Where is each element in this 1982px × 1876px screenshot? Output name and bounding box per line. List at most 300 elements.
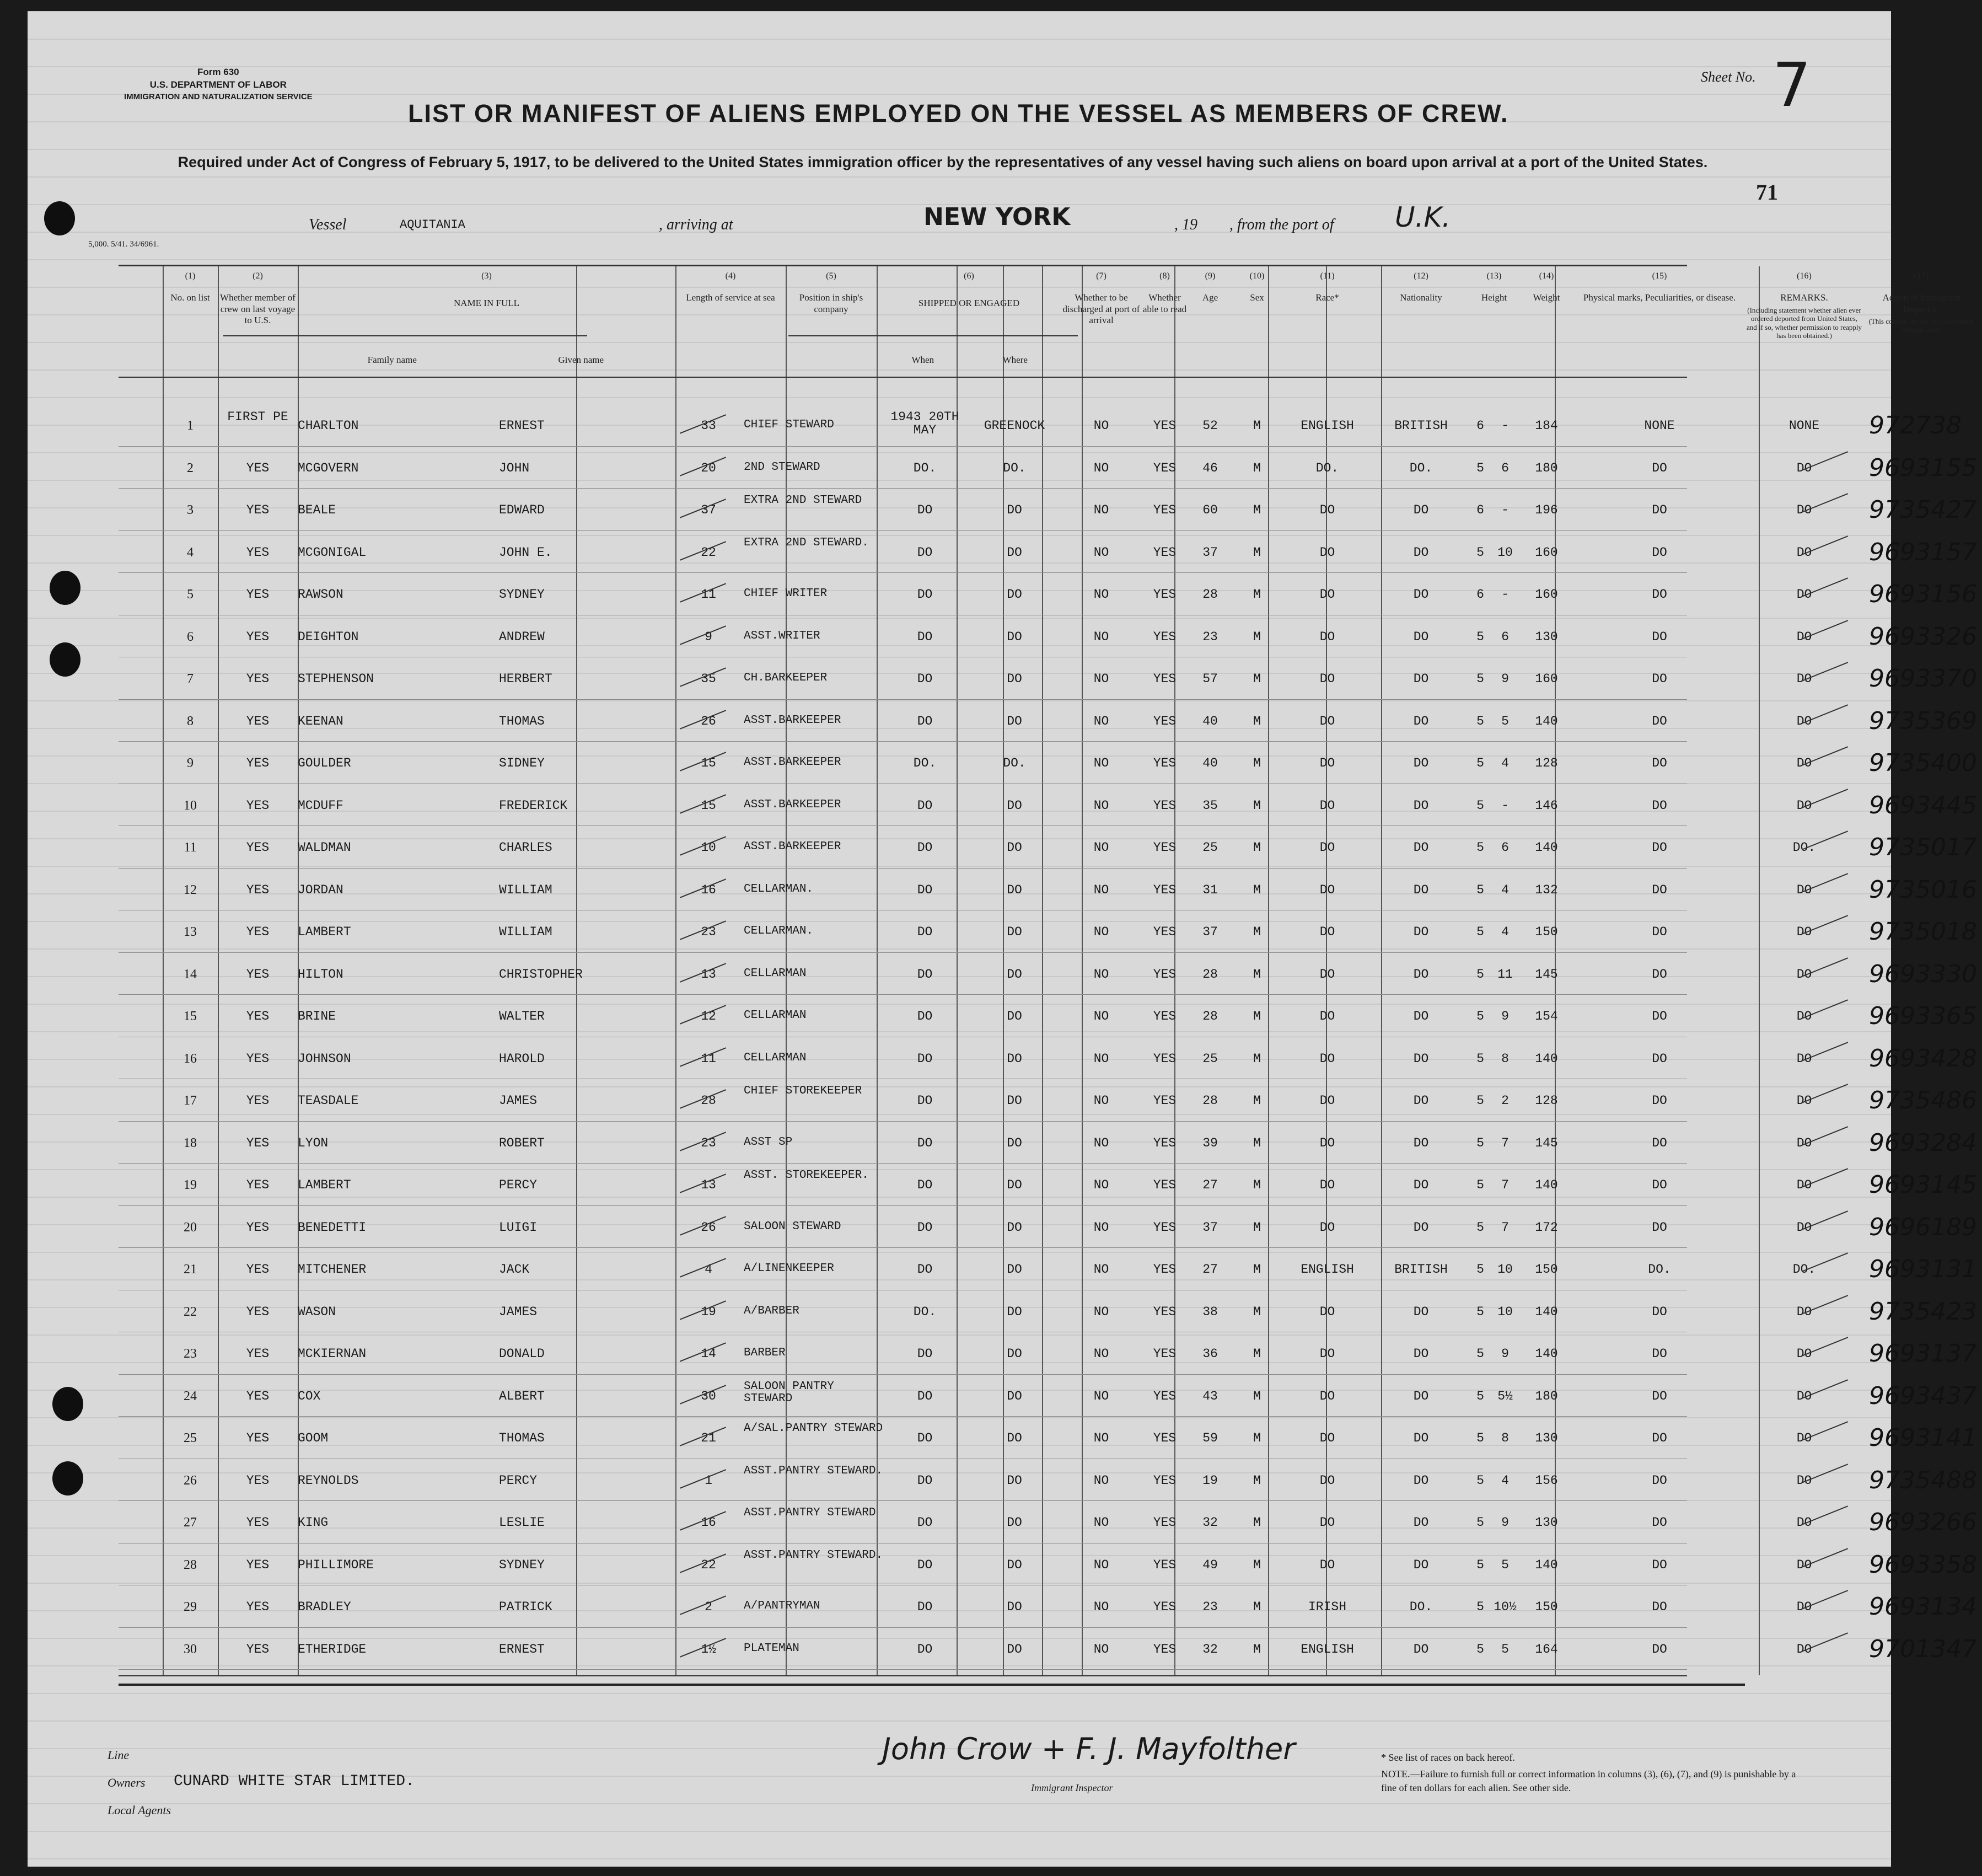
column-label: Whether to be discharged at port of arrival	[1062, 292, 1140, 325]
cell-nationality: DO	[1413, 882, 1429, 897]
cell-weight: 132	[1535, 882, 1558, 897]
column-label: Height	[1481, 292, 1507, 303]
cell-race: ENGLISH	[1301, 1642, 1354, 1657]
column-header-7	[1061, 271, 1141, 326]
cell-where: DO	[1007, 1515, 1022, 1530]
cell-marks: DO	[1652, 1051, 1667, 1066]
cell-read: YES	[1153, 1009, 1177, 1023]
column-label: Whether member of crew on last voyage to U.S.	[220, 292, 296, 325]
cell-remarks: DO	[1796, 1431, 1812, 1445]
cell-ht_in: 10	[1497, 545, 1513, 560]
cell-family: DEIGHTON	[298, 629, 359, 644]
cell-inspector: 9693131	[1869, 1255, 1977, 1283]
cell-given: ROBERT	[499, 1135, 545, 1150]
cell-crew: YES	[246, 714, 270, 728]
cell-weight: 150	[1535, 1262, 1558, 1277]
cell-age: 37	[1202, 1220, 1218, 1235]
cell-marks: DO.	[1648, 1262, 1671, 1277]
cell-discharged: NO	[1093, 503, 1109, 517]
cell-discharged: NO	[1093, 925, 1109, 939]
cell-inspector: 9735488	[1869, 1466, 1977, 1494]
cell-position: BARBER	[744, 1347, 786, 1359]
cell-ht_in: 5	[1501, 1557, 1509, 1572]
cell-ht_in: 2	[1501, 1094, 1509, 1108]
cell-ht_in: -	[1501, 419, 1509, 433]
cell-age: 49	[1202, 1557, 1218, 1572]
cell-no: 17	[184, 1094, 197, 1108]
inspector-caption: Immigrant Inspector	[1031, 1782, 1113, 1793]
cell-age: 28	[1202, 967, 1218, 982]
cell-discharged: NO	[1093, 840, 1109, 855]
cell-service: 26	[701, 1220, 716, 1235]
cell-discharged: NO	[1093, 545, 1109, 560]
cell-service: 23	[701, 925, 716, 939]
cell-where: DO.	[1003, 460, 1026, 475]
cell-service: 16	[701, 882, 716, 897]
cell-sex: M	[1253, 1557, 1261, 1572]
cell-age: 36	[1202, 1347, 1218, 1361]
cell-age: 37	[1202, 545, 1218, 560]
column-subheader: (Including statement whether alien ever ordered deported from United States, and if so, whether permission to reapply has been obtained.)	[1746, 305, 1862, 340]
column-header-14	[1519, 271, 1574, 304]
cell-remarks: DO	[1796, 967, 1812, 982]
cell-marks: DO	[1652, 1389, 1667, 1403]
cell-discharged: NO	[1093, 1009, 1109, 1023]
cell-where: DO	[1007, 1557, 1022, 1572]
cell-given: THOMAS	[499, 714, 545, 728]
cell-family: RAWSON	[298, 587, 343, 602]
cell-marks: DO	[1652, 714, 1667, 728]
cell-discharged: NO	[1093, 1347, 1109, 1361]
cell-weight: 180	[1535, 460, 1558, 475]
cell-service: 37	[701, 503, 716, 517]
cell-ht_ft: 5	[1476, 545, 1484, 560]
cell-inspector: 9735427	[1869, 496, 1977, 524]
cell-race: DO	[1319, 587, 1335, 602]
cell-ht_ft: 6	[1476, 503, 1484, 517]
cell-inspector: 9693445	[1869, 791, 1977, 819]
cell-position: ASST.BARKEEPER	[744, 798, 841, 811]
cell-weight: 196	[1535, 503, 1558, 517]
cell-when: DO.	[913, 1304, 937, 1319]
cell-crew: YES	[246, 587, 270, 602]
cell-race: DO	[1319, 545, 1335, 560]
cell-position: ASST.PANTRY STEWARD.	[744, 1464, 883, 1477]
cell-marks: DO	[1652, 840, 1667, 855]
column-number: (15)	[1652, 271, 1667, 281]
cell-nationality: DO	[1413, 1094, 1429, 1108]
cell-age: 60	[1202, 503, 1218, 517]
cell-position: CH.BARKEEPER	[744, 672, 828, 684]
cell-no: 5	[187, 587, 194, 602]
cell-read: YES	[1153, 1642, 1177, 1657]
cell-read: YES	[1153, 967, 1177, 982]
row-divider	[119, 1121, 1687, 1122]
cell-marks: DO	[1652, 1431, 1667, 1445]
cell-remarks: DO	[1796, 503, 1812, 517]
cell-marks: DO	[1652, 925, 1667, 939]
cell-age: 32	[1202, 1515, 1218, 1530]
cell-ht_ft: 5	[1476, 460, 1484, 475]
cell-marks: DO	[1652, 1515, 1667, 1530]
cell-no: 1	[187, 419, 194, 433]
cell-nationality: DO	[1413, 1304, 1429, 1319]
cell-race: DO	[1319, 1389, 1335, 1403]
cell-remarks: DO	[1796, 1473, 1812, 1488]
cell-race: DO	[1319, 1135, 1335, 1150]
cell-family: REYNOLDS	[298, 1473, 359, 1488]
cell-when: DO	[917, 545, 933, 560]
cell-family: COX	[298, 1389, 321, 1403]
cell-service: 21	[701, 1431, 716, 1445]
cell-nationality: DO	[1413, 1220, 1429, 1235]
cell-race: DO	[1319, 629, 1335, 644]
cell-discharged: NO	[1093, 714, 1109, 728]
cell-ht_in: 9	[1501, 672, 1509, 686]
cell-position: EXTRA 2ND STEWARD	[744, 494, 862, 507]
cell-ht_ft: 5	[1476, 1009, 1484, 1023]
cell-nationality: DO	[1413, 1431, 1429, 1445]
year-label: , 19	[1174, 216, 1197, 233]
cell-crew: YES	[246, 1009, 270, 1023]
column-label: Race*	[1315, 292, 1339, 303]
cell-ht_ft: 5	[1476, 1220, 1484, 1235]
cell-inspector: 9693437	[1869, 1381, 1977, 1410]
cell-marks: DO	[1652, 1473, 1667, 1488]
cell-nationality: DO	[1413, 1515, 1429, 1530]
row-divider	[119, 868, 1687, 869]
cell-given: PERCY	[499, 1473, 538, 1488]
cell-family: MCGONIGAL	[298, 545, 367, 560]
cell-ht_in: 7	[1501, 1220, 1509, 1235]
cell-inspector: 9735018	[1869, 918, 1977, 946]
column-header-5	[786, 271, 877, 315]
cell-sex: M	[1253, 1473, 1261, 1488]
column-number: (11)	[1320, 271, 1335, 281]
cell-given: JAMES	[499, 1304, 538, 1319]
sheet-number: 7	[1772, 50, 1811, 120]
row-divider	[119, 994, 1687, 995]
cell-ht_in: 10	[1497, 1262, 1513, 1277]
cell-sex: M	[1253, 756, 1261, 770]
cell-ht_ft: 5	[1476, 798, 1484, 813]
cell-marks: DO	[1652, 1304, 1667, 1319]
cell-ht_ft: 5	[1476, 1304, 1484, 1319]
cell-marks: DO	[1652, 1642, 1667, 1657]
cell-ht_ft: 5	[1476, 967, 1484, 982]
cell-ht_ft: 5	[1476, 882, 1484, 897]
cell-race: ENGLISH	[1301, 419, 1354, 433]
cell-no: 10	[184, 798, 197, 813]
cell-family: LAMBERT	[298, 1178, 351, 1192]
cell-age: 23	[1202, 1600, 1218, 1614]
cell-when: DO.	[913, 756, 937, 770]
cell-when: 1943 20TH MAY	[890, 410, 959, 438]
cell-when: DO	[917, 967, 933, 982]
cell-nationality: DO	[1413, 1389, 1429, 1403]
cell-no: 12	[184, 882, 197, 897]
cell-sex: M	[1253, 882, 1261, 897]
cell-given: LUIGI	[499, 1220, 538, 1235]
cell-inspector: 9693284	[1869, 1128, 1977, 1157]
cell-service: 15	[701, 756, 716, 770]
cell-ht_in: -	[1501, 587, 1509, 602]
cell-race: DO	[1319, 1557, 1335, 1572]
cell-read: YES	[1153, 756, 1177, 770]
cell-age: 59	[1202, 1431, 1218, 1445]
column-number: (13)	[1486, 271, 1502, 281]
cell-when: DO	[917, 672, 933, 686]
cell-read: YES	[1153, 714, 1177, 728]
cell-given: PERCY	[499, 1178, 538, 1192]
cell-read: YES	[1153, 1135, 1177, 1150]
cell-no: 4	[187, 545, 194, 560]
cell-when: DO	[917, 882, 933, 897]
cell-ht_ft: 5	[1476, 1389, 1484, 1403]
cell-weight: 150	[1535, 1600, 1558, 1614]
cell-family: JOHNSON	[298, 1051, 351, 1066]
departure-port: U.K.	[1395, 201, 1451, 233]
cell-no: 30	[184, 1642, 197, 1657]
cell-family: MCDUFF	[298, 798, 343, 813]
cell-age: 25	[1202, 840, 1218, 855]
cell-remarks: DO	[1796, 587, 1812, 602]
cell-race: DO	[1319, 1515, 1335, 1530]
cell-weight: 128	[1535, 756, 1558, 770]
cell-service: 19	[701, 1304, 716, 1319]
cell-sex: M	[1253, 1515, 1261, 1530]
cell-service: 16	[701, 1515, 716, 1530]
cell-family: GOULDER	[298, 756, 351, 770]
cell-nationality: DO	[1413, 1178, 1429, 1192]
cell-marks: NONE	[1644, 419, 1675, 433]
cell-where: DO	[1007, 1642, 1022, 1657]
cell-marks: DO	[1652, 882, 1667, 897]
cell-family: MCKIERNAN	[298, 1347, 367, 1361]
cell-position: CELLARMAN	[744, 1051, 807, 1064]
column-number: (4)	[725, 271, 736, 281]
cell-remarks: DO.	[1792, 1262, 1816, 1277]
cell-discharged: NO	[1093, 967, 1109, 982]
cell-position: CHIEF STEWARD	[744, 419, 834, 431]
cell-where: DO	[1007, 1600, 1022, 1614]
cell-position: 2ND STEWARD	[744, 460, 820, 474]
cell-where: DO.	[1003, 756, 1026, 770]
cell-inspector: 9735369	[1869, 706, 1977, 735]
cell-read: YES	[1153, 1051, 1177, 1066]
cell-read: YES	[1153, 882, 1177, 897]
cell-remarks: DO	[1796, 629, 1812, 644]
cell-family: PHILLIMORE	[298, 1557, 374, 1572]
column-number: (14)	[1539, 271, 1554, 281]
cell-when: DO	[917, 798, 933, 813]
cell-read: YES	[1153, 1557, 1177, 1572]
cell-nationality: DO	[1413, 967, 1429, 982]
cell-age: 40	[1202, 714, 1218, 728]
cell-when: DO	[917, 1135, 933, 1150]
cell-family: LYON	[298, 1135, 329, 1150]
cell-age: 31	[1202, 882, 1218, 897]
cell-where: DO	[1007, 1347, 1022, 1361]
cell-where: DO	[1007, 1262, 1022, 1277]
cell-marks: DO	[1652, 1009, 1667, 1023]
cell-crew: YES	[246, 1557, 270, 1572]
cell-where: DO	[1007, 1094, 1022, 1108]
cell-service: 12	[701, 1009, 716, 1023]
cell-ht_in: 6	[1501, 629, 1509, 644]
column-header-1	[163, 271, 218, 304]
cell-weight: 145	[1535, 1135, 1558, 1150]
cell-where: DO	[1007, 925, 1022, 939]
cell-inspector: 9696189	[1869, 1213, 1977, 1241]
cell-weight: 145	[1535, 967, 1558, 982]
column-number: (17)	[1914, 271, 1929, 281]
cell-position: PLATEMAN	[744, 1642, 799, 1655]
cell-nationality: DO	[1413, 1135, 1429, 1150]
cell-marks: DO	[1652, 587, 1667, 602]
cell-nationality: BRITISH	[1394, 419, 1448, 433]
cell-remarks: DO	[1796, 1600, 1812, 1614]
cell-ht_in: 10½	[1494, 1600, 1517, 1614]
cell-crew: YES	[246, 1094, 270, 1108]
column-header-10	[1232, 271, 1282, 304]
cell-discharged: NO	[1093, 419, 1109, 433]
cell-sex: M	[1253, 1389, 1261, 1403]
cell-crew: YES	[246, 967, 270, 982]
cell-nationality: DO	[1413, 672, 1429, 686]
cell-ht_ft: 5	[1476, 629, 1484, 644]
cell-no: 29	[184, 1600, 197, 1614]
column-subheader: When	[911, 355, 934, 365]
cell-ht_in: 9	[1501, 1009, 1509, 1023]
cell-when: DO	[917, 1051, 933, 1066]
cell-discharged: NO	[1093, 1431, 1109, 1445]
cell-race: DO	[1319, 756, 1335, 770]
cell-discharged: NO	[1093, 882, 1109, 897]
cell-race: DO	[1319, 1473, 1335, 1488]
cell-read: YES	[1153, 672, 1177, 686]
total-rule	[119, 1684, 1745, 1686]
cell-family: BEALE	[298, 503, 336, 517]
cell-inspector: 9693137	[1869, 1339, 1977, 1368]
punch-hole	[50, 642, 80, 677]
cell-nationality: DO	[1413, 714, 1429, 728]
cell-sex: M	[1253, 1262, 1261, 1277]
column-label: Position in ship's company	[799, 292, 863, 314]
cell-weight: 150	[1535, 925, 1558, 939]
cell-no: 26	[184, 1473, 197, 1488]
cell-family: TEASDALE	[298, 1094, 359, 1108]
cell-discharged: NO	[1093, 1600, 1109, 1614]
form-number: Form 630	[197, 67, 239, 77]
cell-inspector: 9735016	[1869, 875, 1977, 904]
cell-marks: DO	[1652, 1220, 1667, 1235]
cell-service: 20	[701, 460, 716, 475]
cell-nationality: DO	[1413, 1009, 1429, 1023]
cell-remarks: DO	[1796, 925, 1812, 939]
cell-race: DO	[1319, 672, 1335, 686]
cell-ht_ft: 5	[1476, 714, 1484, 728]
cell-no: 20	[184, 1220, 197, 1235]
cell-remarks: NONE	[1788, 419, 1820, 433]
cell-read: YES	[1153, 460, 1177, 475]
cell-age: 19	[1202, 1473, 1218, 1488]
vessel-name: AQUITANIA	[400, 218, 465, 232]
cell-when: DO	[917, 1009, 933, 1023]
cell-marks: DO	[1652, 1557, 1667, 1572]
cell-sex: M	[1253, 1347, 1261, 1361]
shipped-subheader-divider	[788, 335, 1078, 336]
cell-given: HERBERT	[499, 672, 552, 686]
cell-marks: DO	[1652, 672, 1667, 686]
cell-given: JACK	[499, 1262, 530, 1277]
cell-service: 22	[701, 1557, 716, 1572]
punch-hole	[44, 201, 75, 235]
cell-when: DO	[917, 1600, 933, 1614]
cell-service: 1½	[701, 1642, 716, 1657]
cell-service: 14	[701, 1347, 716, 1361]
cell-no: 6	[187, 629, 194, 644]
cell-weight: 140	[1535, 1557, 1558, 1572]
cell-weight: 140	[1535, 840, 1558, 855]
cell-read: YES	[1153, 798, 1177, 813]
cell-ht_in: 8	[1501, 1431, 1509, 1445]
cell-sex: M	[1253, 587, 1261, 602]
cell-given: ALBERT	[499, 1389, 545, 1403]
row-divider	[119, 446, 1687, 447]
cell-ht_ft: 5	[1476, 840, 1484, 855]
column-number: (5)	[826, 271, 836, 281]
cell-family: KEENAN	[298, 714, 343, 728]
cell-discharged: NO	[1093, 1178, 1109, 1192]
cell-crew: YES	[246, 840, 270, 855]
column-subheader: Family name	[367, 355, 417, 365]
cell-discharged: NO	[1093, 672, 1109, 686]
cell-inspector: 9693155	[1869, 453, 1977, 482]
cell-weight: 160	[1535, 587, 1558, 602]
cell-read: YES	[1153, 840, 1177, 855]
cell-inspector: 9693145	[1869, 1171, 1977, 1199]
cell-sex: M	[1253, 629, 1261, 644]
cell-family: MITCHENER	[298, 1262, 367, 1277]
cell-no: 22	[184, 1304, 197, 1319]
cell-age: 43	[1202, 1389, 1218, 1403]
cell-age: 46	[1202, 460, 1218, 475]
cell-when: DO	[917, 1642, 933, 1657]
cell-when: DO	[917, 840, 933, 855]
cell-crew: YES	[246, 545, 270, 560]
cell-crew: YES	[246, 1178, 270, 1192]
cell-position: A/PANTRYMAN	[744, 1600, 820, 1612]
cell-ht_in: 7	[1501, 1135, 1509, 1150]
punch-hole	[52, 1461, 83, 1496]
row-divider	[119, 1416, 1687, 1417]
cell-ht_ft: 5	[1476, 925, 1484, 939]
cell-ht_in: 4	[1501, 925, 1509, 939]
cell-read: YES	[1153, 1473, 1177, 1488]
cell-ht_ft: 5	[1476, 1094, 1484, 1108]
cell-where: DO	[1007, 1051, 1022, 1066]
cell-service: 13	[701, 967, 716, 982]
cell-read: YES	[1153, 1220, 1177, 1235]
cell-race: DO.	[1315, 460, 1339, 475]
cell-nationality: DO	[1413, 840, 1429, 855]
cell-race: DO	[1319, 1094, 1335, 1108]
cell-nationality: DO	[1413, 503, 1429, 517]
cell-ht_in: 8	[1501, 1051, 1509, 1066]
cell-family: STEPHENSON	[298, 672, 374, 686]
cell-family: CHARLTON	[298, 419, 359, 433]
